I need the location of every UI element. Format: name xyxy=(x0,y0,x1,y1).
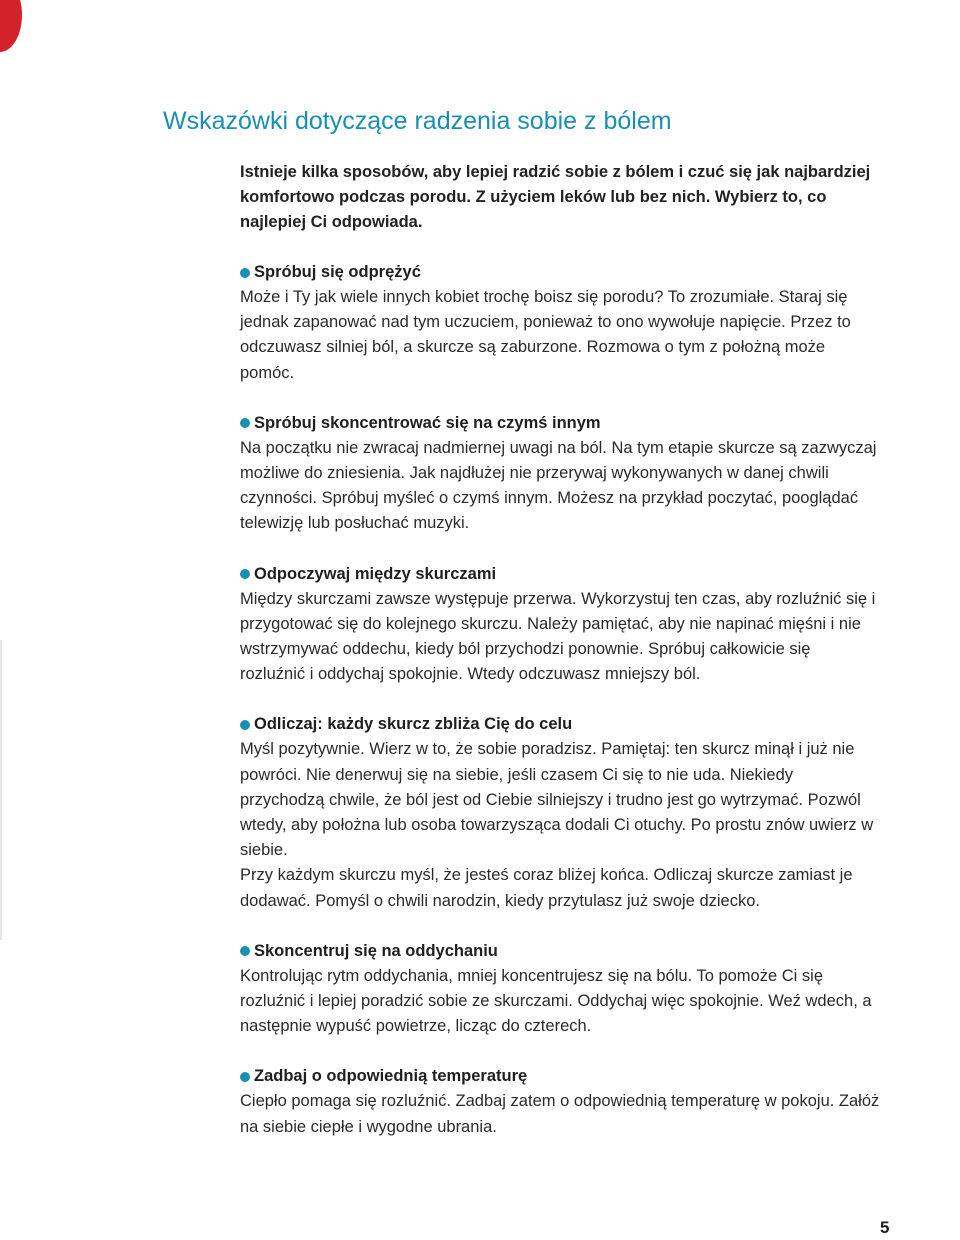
section-body: Myśl pozytywnie. Wierz w to, że sobie poradzisz. Pamiętaj: ten skurcz minął i już nie powróci. Nie denerwuj się na siebie, jeśli czasem Ci się to nie uda. Niekiedy przychodzą chwile, że ból jest od Ciebie silniejszy i trudno jest go wytrzymać. Pozwól wtedy, aby położna lub osoba towarzysząca dodali Ci otuchy. Po prostu znów uwierz w siebie. Przy każdym skurczu myśl, że jesteś coraz bliżej końca. Odliczaj skurcze zamiast je dodawać. Pomyśl o chwili narodzin, kiedy przytulasz już swoje dziecko. xyxy=(240,740,874,910)
section-body: Między skurczami zawsze występuje przerwa. Wykorzystuj ten czas, aby rozluźnić się i przygotować się do kolejnego skurczu. Należy pamiętać, aby nie napinać mięśni i nie wstrzymywać oddechu, kiedy ból przychodzi ponownie. Spróbuj całkowicie się rozluźnić i oddychaj spokojnie. Wtedy odczuwasz mniejszy ból. xyxy=(240,589,876,684)
intro-paragraph: Istnieje kilka sposobów, aby lepiej radzić sobie z bólem i czuć się jak najbardziej komfortowo podczas porodu. Z użyciem leków lub bez nich. Wybierz to, co najlepiej Ci odpowiada. xyxy=(240,163,871,231)
section-rest xyxy=(240,562,880,688)
bullet-icon xyxy=(240,720,250,730)
bullet-icon xyxy=(240,569,250,579)
section-body: Kontrolując rytm oddychania, mniej koncentrujesz się na bólu. To pomoże Ci się rozluźnić i lepiej poradzić sobie ze skurczami. Oddychaj więc spokojnie. Weź wdech, a następnie wypuść powietrze, licząc do czterech. xyxy=(240,966,872,1036)
section-heading xyxy=(240,1064,880,1089)
section-focus-elsewhere xyxy=(240,411,880,537)
section-count xyxy=(240,712,880,913)
section-heading-text: Odpoczywaj między skurczami xyxy=(254,564,497,583)
bullet-icon xyxy=(240,946,250,956)
section-body: Może i Ty jak wiele innych kobiet trochę boisz się porodu? To zrozumiałe. Staraj się jednak zapanować nad tym uczuciem, ponieważ to ono wywołuje napięcie. Przez to odczuwasz silniej ból, a skurcze są zaburzone. Rozmowa o tym z położną może pomóc. xyxy=(240,288,851,382)
section-breathing xyxy=(240,939,880,1040)
section-heading-text: Skoncentruj się na oddychaniu xyxy=(254,941,498,960)
section-body: Na początku nie zwracaj nadmiernej uwagi na ból. Na tym etapie skurcze są zazwyczaj możliwe do zniesienia. Jak najdłużej nie przerywaj wykonywanych w danej chwili czynności. Spróbuj myśleć o czymś innym. Możesz na przykład poczytać, pooglądać telewizję lub posłuchać muzyki. xyxy=(240,438,877,533)
bullet-icon xyxy=(240,1072,250,1082)
section-relax xyxy=(240,260,880,386)
page-title: Wskazówki dotyczące radzenia sobie z bólem xyxy=(163,107,672,135)
section-heading-text: Spróbuj skoncentrować się na czymś innym xyxy=(254,413,601,432)
section-heading xyxy=(240,562,880,587)
section-heading xyxy=(240,411,880,436)
section-heading xyxy=(240,939,880,964)
section-heading-text: Spróbuj się odprężyć xyxy=(254,263,421,281)
page-number: 5 xyxy=(880,1218,890,1237)
page-edge-line xyxy=(0,640,2,940)
section-body: Ciepło pomaga się rozluźnić. Zadbaj zatem o odpowiednią temperaturę w pokoju. Załóż na siebie ciepłe i wygodne ubrania. xyxy=(240,1092,880,1136)
bullet-icon xyxy=(240,418,250,428)
section-heading xyxy=(240,712,880,737)
bullet-icon xyxy=(240,268,250,278)
corner-decoration xyxy=(0,0,22,52)
section-heading-text: Zadbaj o odpowiednią temperaturę xyxy=(254,1067,528,1086)
article-content xyxy=(240,160,880,1140)
section-temperature xyxy=(240,1064,880,1139)
section-heading xyxy=(240,260,880,285)
section-heading-text: Odliczaj: każdy skurcz zbliża Cię do celu xyxy=(254,715,573,734)
